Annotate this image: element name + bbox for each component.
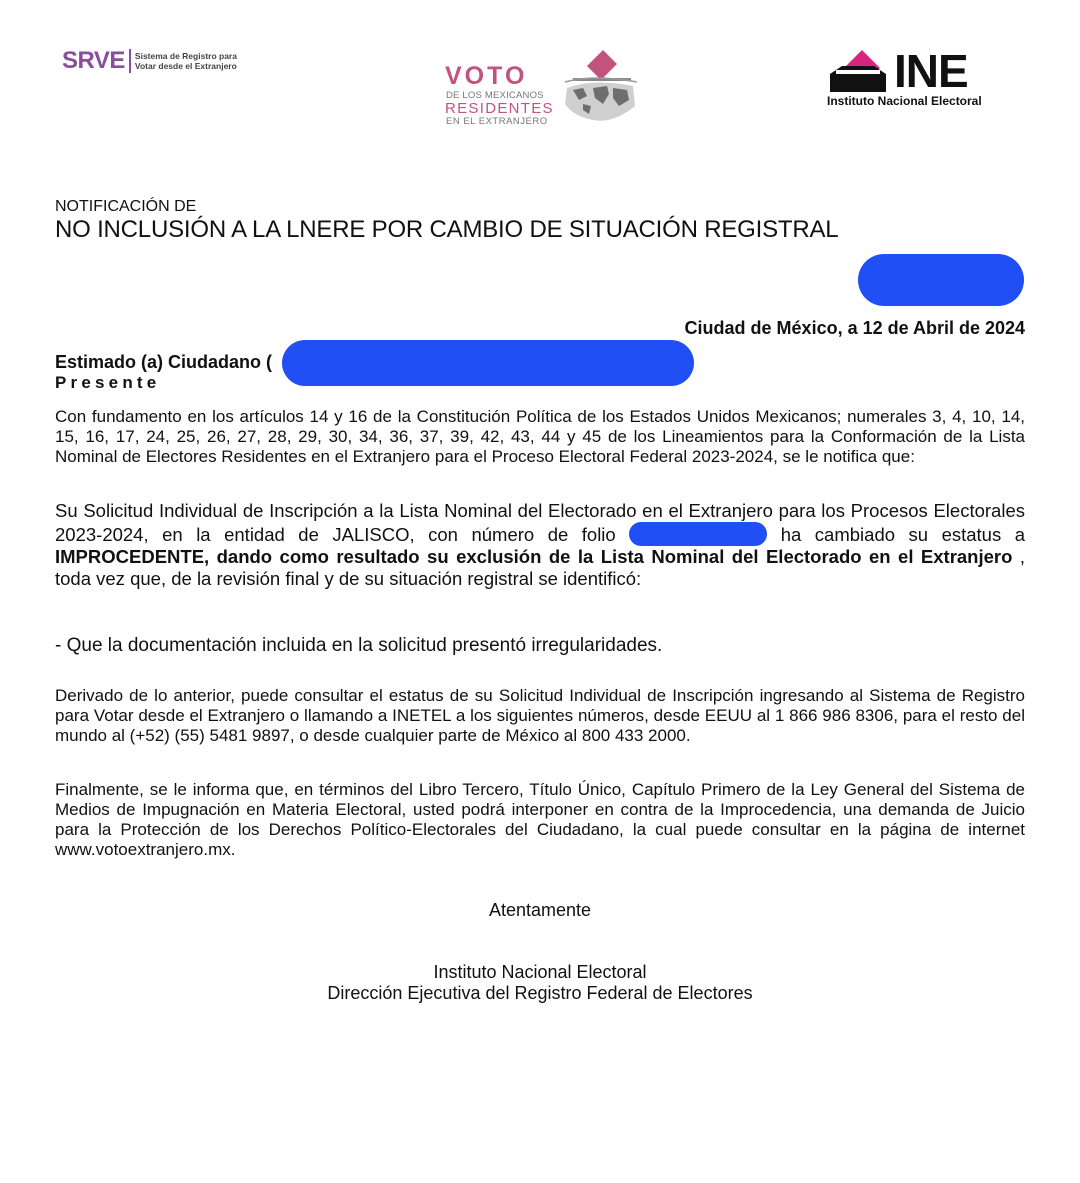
signature-department: Dirección Ejecutiva del Registro Federal de Electores [327,983,753,1003]
srve-logo-separator [129,49,131,73]
greeting: Estimado (a) Ciudadano ( [55,352,273,372]
p2-text-c: , toda vez que, de la revisión final y de su situación registral se identificó: [55,546,1026,589]
srve-subtitle-line2: Votar desde el Extranjero [134,61,237,71]
voto-logo-line1: DE LOS MEXICANOS [446,90,544,101]
srve-logo [62,47,237,75]
ine-logo-subtitle: Instituto Nacional Electoral [827,94,982,108]
folio-number-redaction [629,522,767,546]
ine-ballot-box-icon [826,48,890,94]
world-map-ballot-icon [553,48,641,126]
p2-text-a: Su Solicitud Individual de Inscripción a la Lista Nominal del Electorado en el Extranjero para los Procesos Electorales 2023-2024, en la entidad de JALISCO, con número de folio [55,500,1025,545]
voto-logo-word: VOTO [445,62,528,90]
signature-institution: Instituto Nacional Electoral [433,962,647,982]
ine-logo [826,44,1026,108]
notice-pre-title: NOTIFICACIÓN DE [55,198,197,215]
reason-item: - Que la documentación incluida en la solicitud presentó irregularidades. [55,635,663,656]
srve-subtitle-line1: Sistema de Registro para [134,51,237,61]
voto-logo-line3: EN EL EXTRANJERO [446,116,548,124]
status-improcedente: IMPROCEDENTE, dando como resultado su exclusión de la Lista Nominal del Electorado en el Extranjero [55,546,1013,567]
notice-title: NO INCLUSIÓN A LA LNERE POR CAMBIO DE SITUACIÓN REGISTRAL [55,216,839,243]
paragraph-appeal: Finalmente, se le informa que, en términos del Libro Tercero, Título Único, Capítulo Primero de la Ley General del Sistema de Medios de Impugnación en Materia Electoral, usted podrá interponer en contra de la Improcedencia, una demanda de Juicio para la Protección de los Derechos Político-Electorales del Ciudadano, la cual puede consultar en la página de internet www.votoextranjero.mx. [55,780,1025,859]
date-line: Ciudad de México, a 12 de Abril de 2024 [684,318,1025,338]
p2-text-b: ha cambiado su estatus a [767,524,1026,545]
presente-label: Presente [55,373,161,392]
voto-extranjero-logo [443,48,643,128]
srve-logo-subtitle [135,51,237,71]
folio-redaction [858,254,1024,306]
srve-logo-word: SRVE [62,47,125,74]
paragraph-legal-basis: Con fundamento en los artículos 14 y 16 de la Constitución Política de los Estados Unidos Mexicanos; numerales 3, 4, 10, 14, 15, 16, 17, 24, 25, 26, 27, 28, 29, 30, 34, 36, 37, 39, 42, 43, 44 y 45 de los Lineamientos para la Conformación de la Lista Nominal de Electores Residentes en el Extranjero para el Proceso Electoral Federal 2023-2024, se le notifica que: [55,407,1025,466]
name-redaction [282,340,694,386]
paragraph-contact: Derivado de lo anterior, puede consultar el estatus de su Solicitud Individual de Inscripción ingresando al Sistema de Registro para Votar desde el Extranjero o llamando a INETEL a los siguientes números, desde EEUU al 1 866 986 8306, para el resto del mundo al (+52) (55) 5481 9897, o desde cualquier parte de México al 800 433 2000. [55,686,1025,745]
paragraph-status-change [55,500,1025,590]
voto-logo-line2: RESIDENTES [445,100,554,117]
closing-atentamente: Atentamente [488,900,592,920]
ine-logo-word: INE [894,45,968,97]
